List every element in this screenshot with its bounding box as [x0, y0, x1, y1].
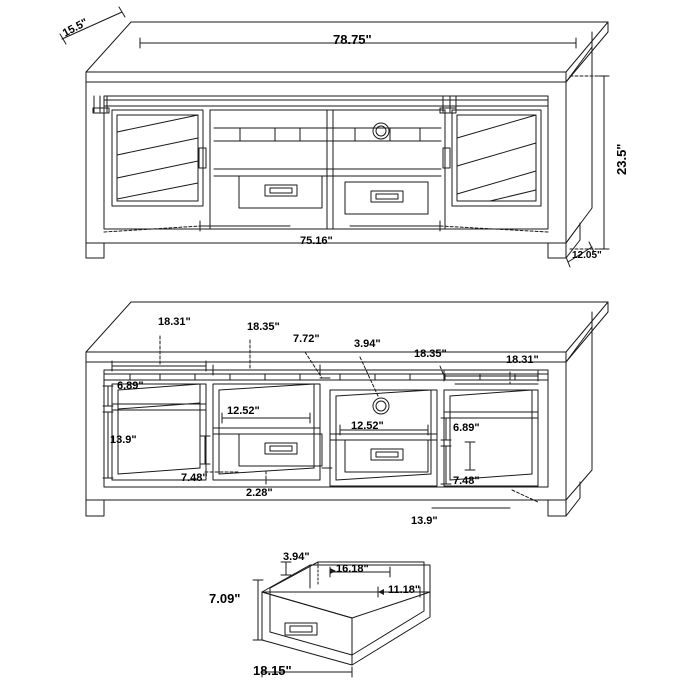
right-compartment-inner-top-bottom [450, 390, 532, 480]
right-door-diagonal-2 [457, 143, 536, 166]
top-panel-edge-2 [86, 352, 566, 362]
right-compartment-inner-sides [450, 390, 532, 480]
cord-grommet-2-inner [376, 401, 386, 411]
right-door-diagonal-3 [457, 171, 536, 194]
cabinet-right-side-2 [566, 312, 592, 500]
inner-frame-2 [104, 370, 548, 487]
rail-slats [130, 374, 515, 380]
interior-elevation-view [86, 302, 608, 516]
center-left-inner-top-bottom [219, 384, 314, 474]
left-door-hanger [94, 96, 107, 112]
right-leg [548, 243, 566, 258]
right-drawer-front [345, 182, 428, 214]
dim-right-drawer-opening-width: 12.52" [351, 420, 384, 432]
dim-depth-top: 15.5" [60, 16, 90, 40]
dim-overall-width: 78.75" [333, 32, 372, 47]
shelf-slats-left [240, 128, 300, 141]
right-drawer-pull-2-inner [376, 452, 398, 457]
cabinet-right-top-edge [566, 47, 592, 82]
cabinet-body-2 [86, 362, 566, 500]
left-door-diagonal-1 [117, 115, 198, 132]
left-compartment [112, 384, 206, 480]
right-drawer-pull-inner [376, 194, 398, 199]
cabinet-right-side [566, 32, 592, 243]
left-shelf [112, 404, 206, 410]
left-leg [86, 243, 104, 258]
shelf-slats-right [355, 128, 420, 141]
right-barn-door-inner [457, 115, 536, 201]
dim-center-left-width: 7.72" [293, 333, 320, 345]
left-leg-2 [86, 500, 104, 516]
dim-drawer-lip: 3.94" [283, 551, 310, 563]
inner-frame [104, 96, 548, 229]
dim-overall-height: 23.5" [614, 143, 629, 175]
left-compartment-inner-sides [118, 384, 200, 474]
right-drawer-front-2 [345, 440, 428, 472]
right-door-diagonal-1 [457, 115, 536, 138]
right-shelf [444, 412, 538, 418]
left-barn-door-inner [117, 115, 198, 201]
cabinet-right-top-edge-2 [566, 327, 592, 362]
dim-right-drawer-height: 7.48" [453, 475, 480, 487]
left-drawer-pull-2-inner [270, 446, 292, 451]
dim-right-top-opening-width: 18.31" [506, 354, 539, 366]
cord-grommet-2 [373, 398, 389, 414]
top-panel [86, 22, 608, 72]
right-leg-side-3 [566, 482, 580, 516]
dim-left-drawer-opening-width: 12.52" [227, 405, 260, 417]
right-leg-side2 [566, 224, 580, 243]
drawer-detail-view [253, 562, 430, 677]
drawer-right-panel [352, 592, 430, 665]
left-door-diagonal-2 [117, 138, 198, 155]
dim-left-drawer-height: 7.48" [181, 472, 208, 484]
dim-drawer-bottom-depth: 11.18" [388, 584, 421, 596]
right-door-diagonal-4 [490, 190, 536, 201]
dim-drawer-width: 18.15" [253, 663, 292, 678]
center-left-shelf [213, 428, 320, 434]
dim-left-mid-opening-width: 18.35" [247, 321, 280, 333]
cord-grommet [373, 123, 389, 139]
left-door-diagonal-4 [117, 183, 198, 199]
dim-right-cabinet-height: 13.9" [411, 515, 438, 527]
left-drawer-front-2 [239, 434, 322, 466]
drawer-front-panel [262, 592, 352, 665]
center-right-inner-sides [336, 390, 431, 480]
dim-right-shelf-height: 6.89" [453, 422, 480, 434]
dim-drawer-inner-depth: 16.18" [336, 563, 369, 575]
dim-divider-width: 2.28" [246, 487, 273, 499]
right-compartment [444, 390, 538, 486]
drawer-inner-right [352, 562, 424, 655]
left-compartment-inner [118, 384, 200, 474]
dim-base-width: 75.16" [300, 235, 333, 247]
top-panel-edge [86, 72, 566, 82]
dim-left-top-opening-width: 18.31" [158, 316, 191, 328]
dim-right-mid-opening-width: 18.35" [414, 348, 447, 360]
dim-left-cabinet-height: 13.9" [110, 434, 137, 446]
right-leg-2 [548, 500, 566, 516]
dim-base-depth: 12.05" [572, 250, 602, 261]
left-drawer-pull-inner [270, 188, 292, 193]
dim-center-right-width: 3.94" [354, 338, 381, 350]
left-drawer-front [239, 176, 322, 208]
right-door-handle [443, 148, 450, 168]
left-door-diagonal-3 [117, 161, 198, 178]
center-left-inner-sides [219, 384, 314, 474]
center-right-inner-top-bottom [336, 390, 431, 480]
drawer-detail-pull-inner [290, 626, 312, 632]
dim-drawer-height: 7.09" [209, 591, 241, 606]
center-right-shelf [330, 434, 437, 440]
left-barn-door [112, 110, 203, 206]
dim-left-shelf-height: 6.89" [117, 380, 144, 392]
